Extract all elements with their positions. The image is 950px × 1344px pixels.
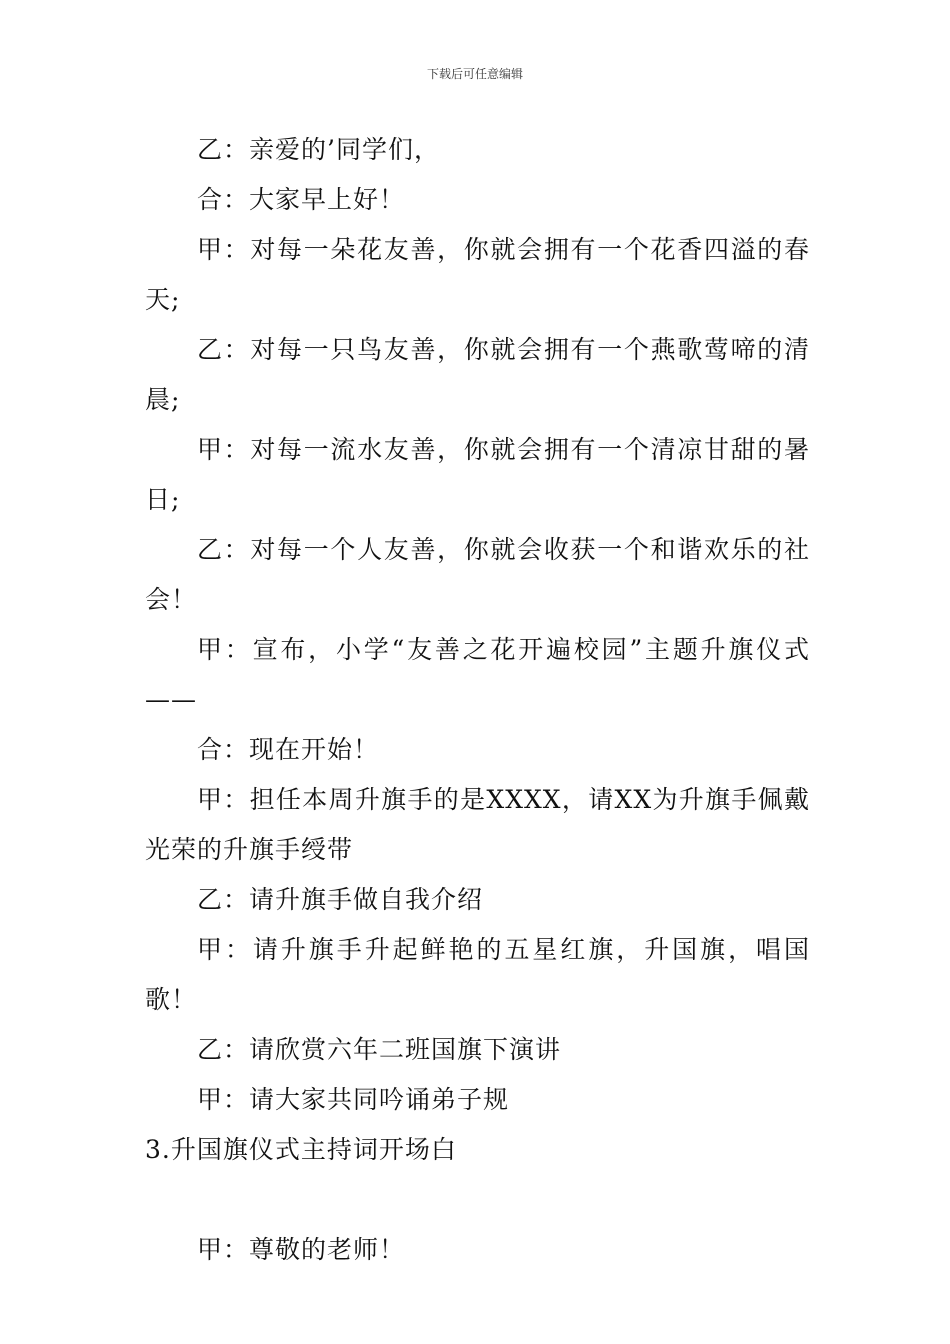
- dialogue-line: 合：大家早上好！: [197, 185, 406, 214]
- dialogue-line: 甲：尊敬的老师！: [197, 1235, 406, 1264]
- dialogue-line: 甲：宣布，小学“友善之花开遍校园”主题升旗仪式——: [145, 635, 810, 714]
- dialogue-line: 甲：担任本周升旗手的是XXXX，请XX为升旗手佩戴光荣的升旗手绶带: [145, 785, 810, 864]
- dialogue-line: 甲：请升旗手升起鲜艳的五星红旗，升国旗，唱国歌！: [145, 935, 810, 1014]
- page-header: 下载后可任意编辑: [426, 67, 523, 81]
- dialogue-line: 甲：请大家共同吟诵弟子规: [197, 1085, 510, 1114]
- dialogue-line: 甲：对每一朵花友善，你就会拥有一个花香四溢的春天;: [145, 235, 810, 314]
- dialogue-line: 乙：亲爱的’同学们，: [197, 135, 440, 164]
- dialogue-line: 乙：对每一只鸟友善，你就会拥有一个燕歌莺啼的清晨;: [145, 335, 810, 414]
- dialogue-line: 合：现在开始！: [197, 735, 380, 764]
- dialogue-line: 乙：对每一个人友善，你就会收获一个和谐欢乐的社会！: [145, 535, 810, 614]
- blank-line: [145, 1175, 810, 1225]
- dialogue-line: 乙：请欣赏六年二班国旗下演讲: [197, 1035, 562, 1064]
- document-body: [145, 125, 810, 1275]
- dialogue-line: 乙：请升旗手做自我介绍: [197, 885, 484, 914]
- dialogue-line: 甲：对每一流水友善，你就会拥有一个清凉甘甜的暑日;: [145, 435, 810, 514]
- section-heading: 3.升国旗仪式主持词开场白: [145, 1135, 457, 1164]
